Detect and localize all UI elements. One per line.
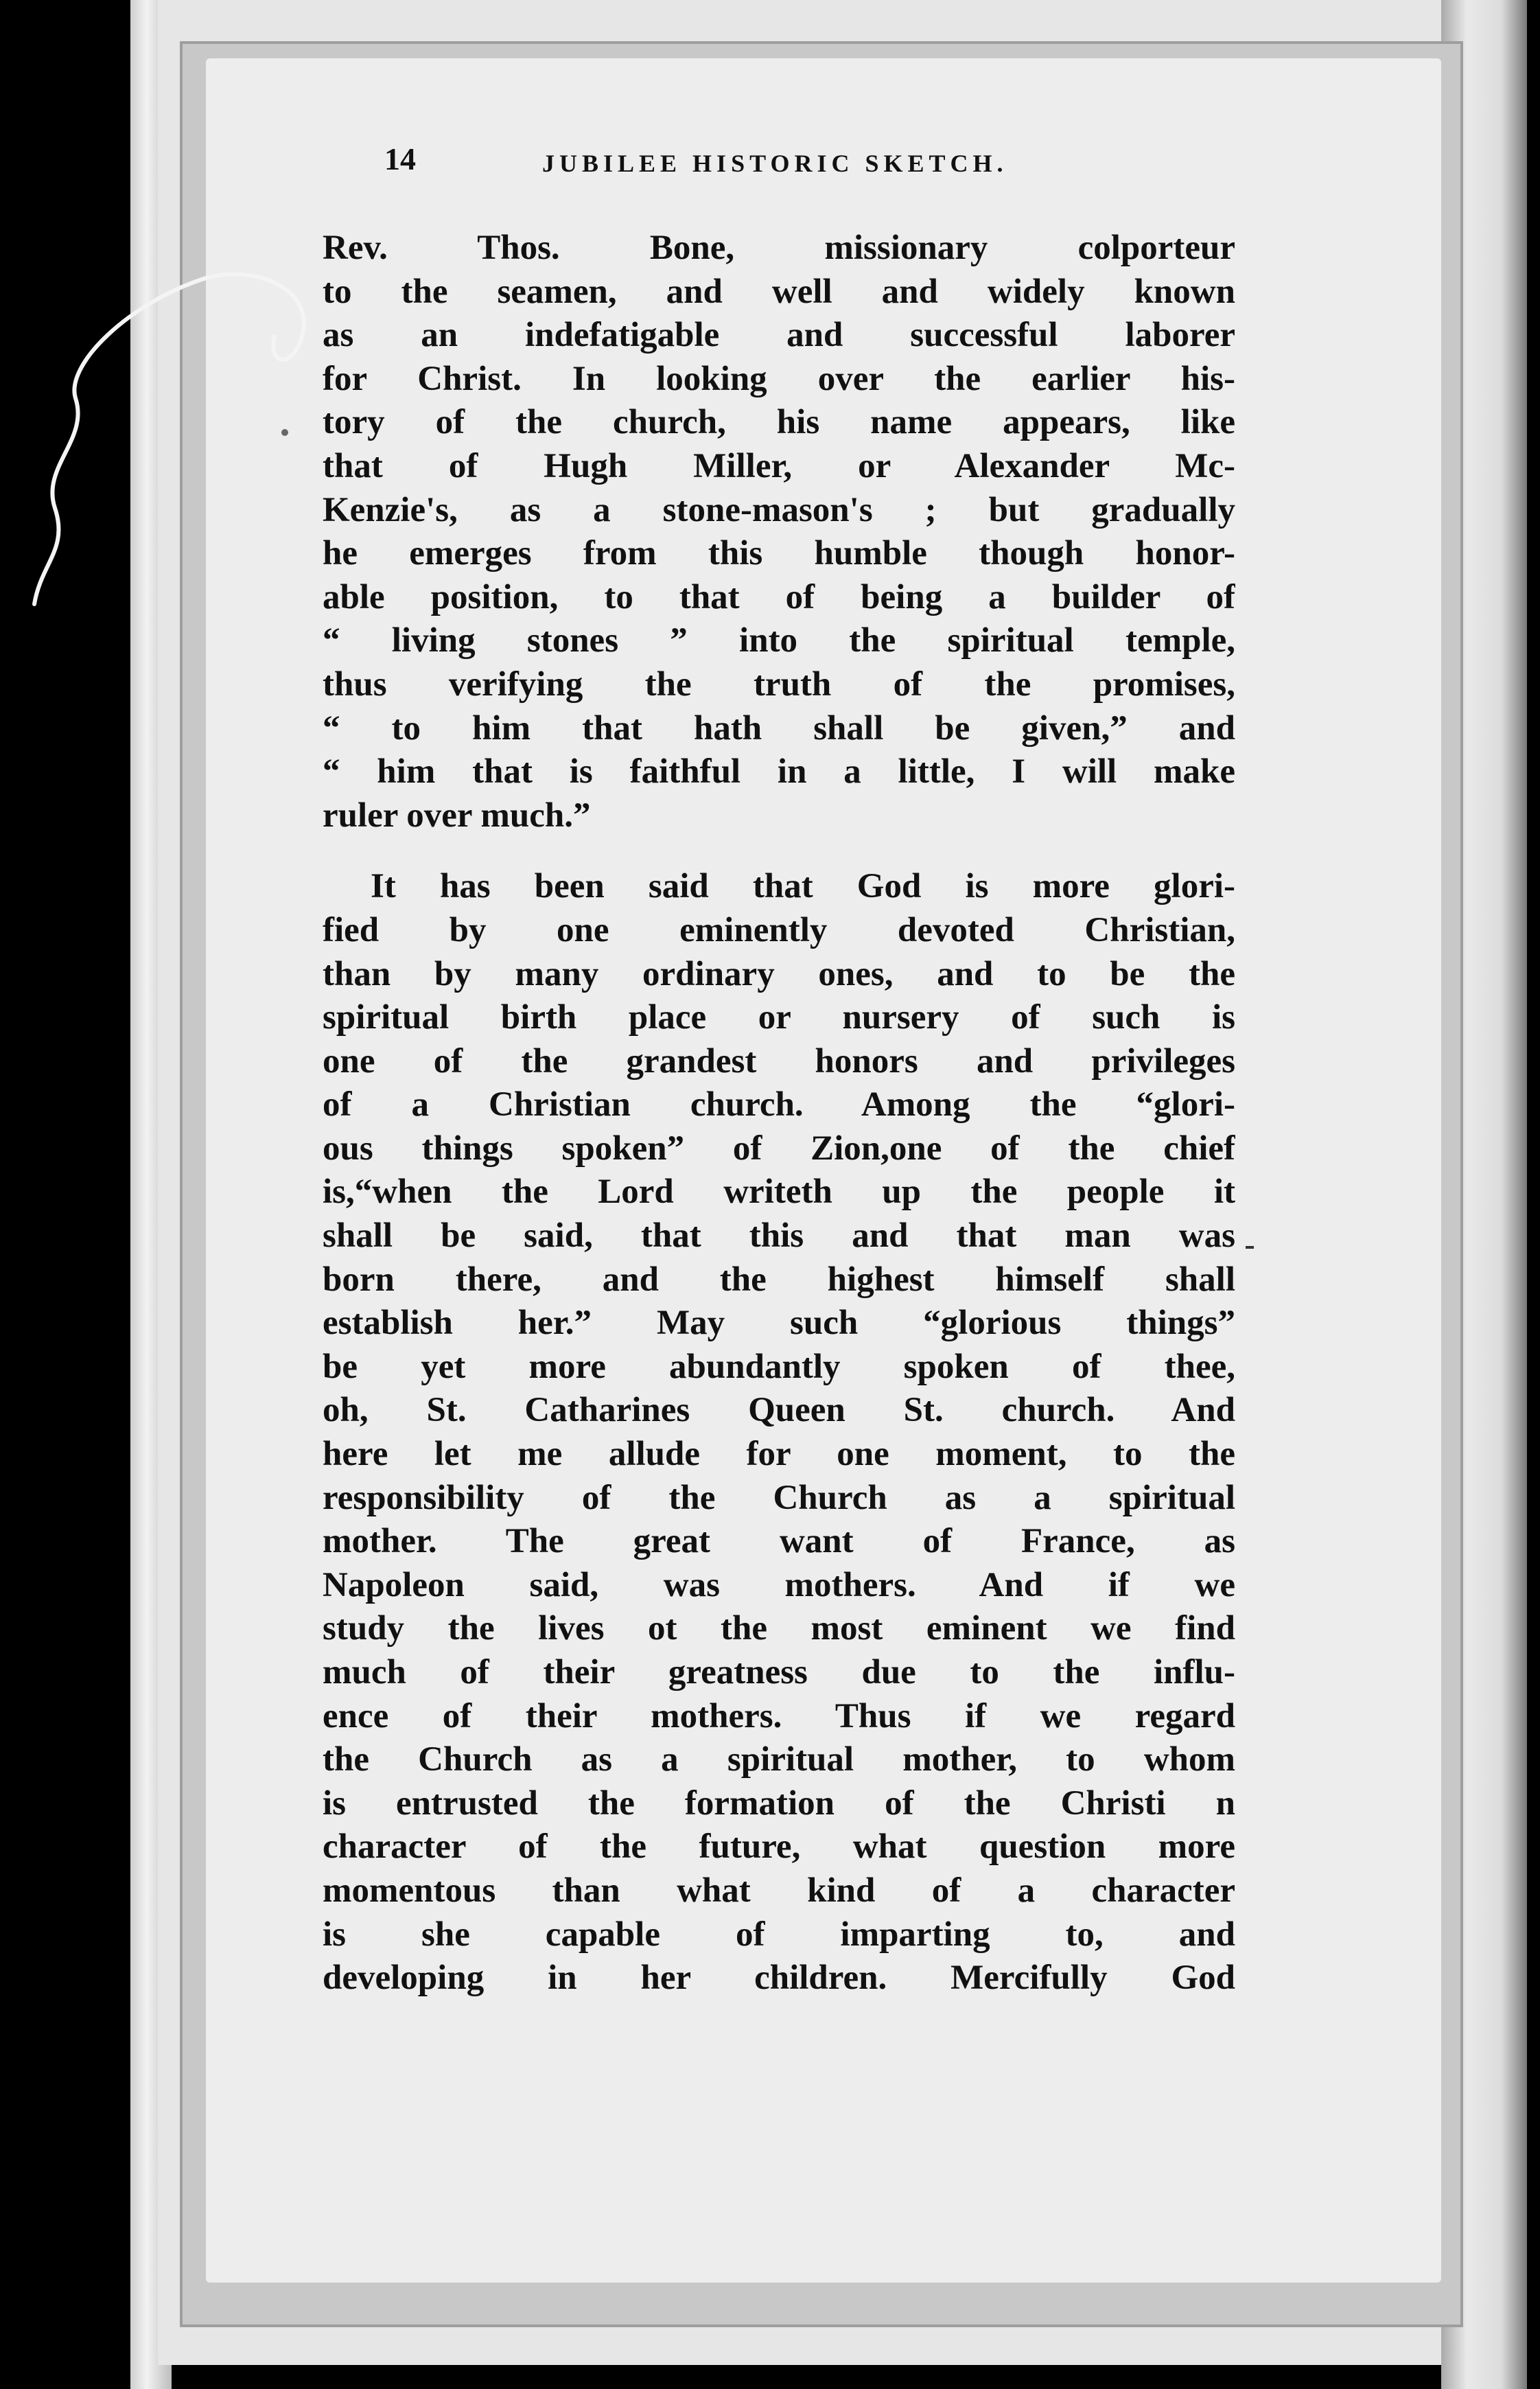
text-line: able position, to that of being a builder of: [323, 577, 1235, 616]
text-line: be yet more abundantly spoken of thee,: [323, 1347, 1235, 1386]
running-head: JUBILEE HISTORIC SKETCH.: [542, 150, 1008, 177]
text-line: the Church as a spiritual mother, to whom: [323, 1740, 1235, 1779]
text-line: as an indefatigable and successful laborer: [323, 316, 1235, 355]
text-line: ous things spoken” of Zion,one of the chief: [323, 1129, 1235, 1168]
text-line: oh, St. Catharines Queen St. church. And: [323, 1391, 1235, 1430]
text-line: of a Christian church. Among the “glori-: [323, 1085, 1235, 1124]
text-line: is entrusted the formation of the Christi n: [323, 1784, 1235, 1823]
text-line: here let me allude for one moment, to the: [323, 1435, 1235, 1474]
text-line: than by many ordinary ones, and to be the: [323, 954, 1235, 993]
paragraph-1: [323, 227, 1235, 838]
text-line: Rev. Thos. Bone, missionary colporteur: [323, 229, 1235, 267]
text-line: “ to him that hath shall be given,” and: [323, 708, 1235, 748]
text-line: It has been said that God is more glori-: [371, 867, 1235, 906]
text-line: that of Hugh Miller, or Alexander Mc-: [323, 446, 1235, 485]
text-line: one of the grandest honors and privileges: [323, 1041, 1235, 1081]
text-line: shall be said, that this and that man was: [323, 1216, 1235, 1256]
stray-fiber-mark: [27, 261, 316, 618]
text-line: ruler over much.”: [323, 796, 591, 835]
text-line: momentous than what kind of a character: [323, 1871, 1235, 1910]
text-line: thus verifying the truth of the promises,: [323, 665, 1235, 704]
paragraph-2: [323, 865, 1235, 2000]
text-line: establish her.” May such “glorious things”: [323, 1304, 1235, 1343]
text-line: character of the future, what question more: [323, 1827, 1235, 1867]
text-line: Napoleon said, was mothers. And if we: [323, 1565, 1235, 1604]
body-text: [323, 227, 1235, 2000]
page-number: 14: [384, 141, 416, 176]
text-line: fied by one eminently devoted Christian,: [323, 910, 1235, 949]
text-line: “ living stones ” into the spiritual temple,: [323, 621, 1235, 660]
text-line: is,“when the Lord writeth up the people it: [323, 1173, 1235, 1212]
right-border: [1527, 0, 1540, 2389]
margin-tick: [1246, 1246, 1254, 1249]
text-line: responsibility of the Church as a spiritual: [323, 1478, 1235, 1517]
text-line: mother. The great want of France, as: [323, 1522, 1235, 1561]
paragraph-gap: [323, 838, 1235, 865]
text-line: spiritual birth place or nursery of such is: [323, 998, 1235, 1037]
text-line: developing in her children. Mercifully God: [323, 1959, 1235, 1998]
text-line: much of their greatness due to the influ-: [323, 1653, 1235, 1692]
text-line: study the lives ot the most eminent we find: [323, 1609, 1235, 1648]
text-line: Kenzie's, as a stone-mason's ; but gradually: [323, 490, 1235, 529]
text-line: he emerges from this humble though honor-: [323, 534, 1235, 573]
ink-dot: [281, 429, 288, 436]
text-line: for Christ. In looking over the earlier his-: [323, 359, 1235, 398]
text-line: is she capable of imparting to, and: [323, 1915, 1235, 1954]
text-line: tory of the church, his name appears, like: [323, 403, 1235, 442]
text-line: to the seamen, and well and widely known: [323, 272, 1235, 311]
page-header: [384, 141, 1153, 189]
text-line: ence of their mothers. Thus if we regard: [323, 1696, 1235, 1735]
text-line: born there, and the highest himself shall: [323, 1260, 1235, 1299]
text-line: “ him that is faithful in a little, I will make: [323, 752, 1235, 792]
